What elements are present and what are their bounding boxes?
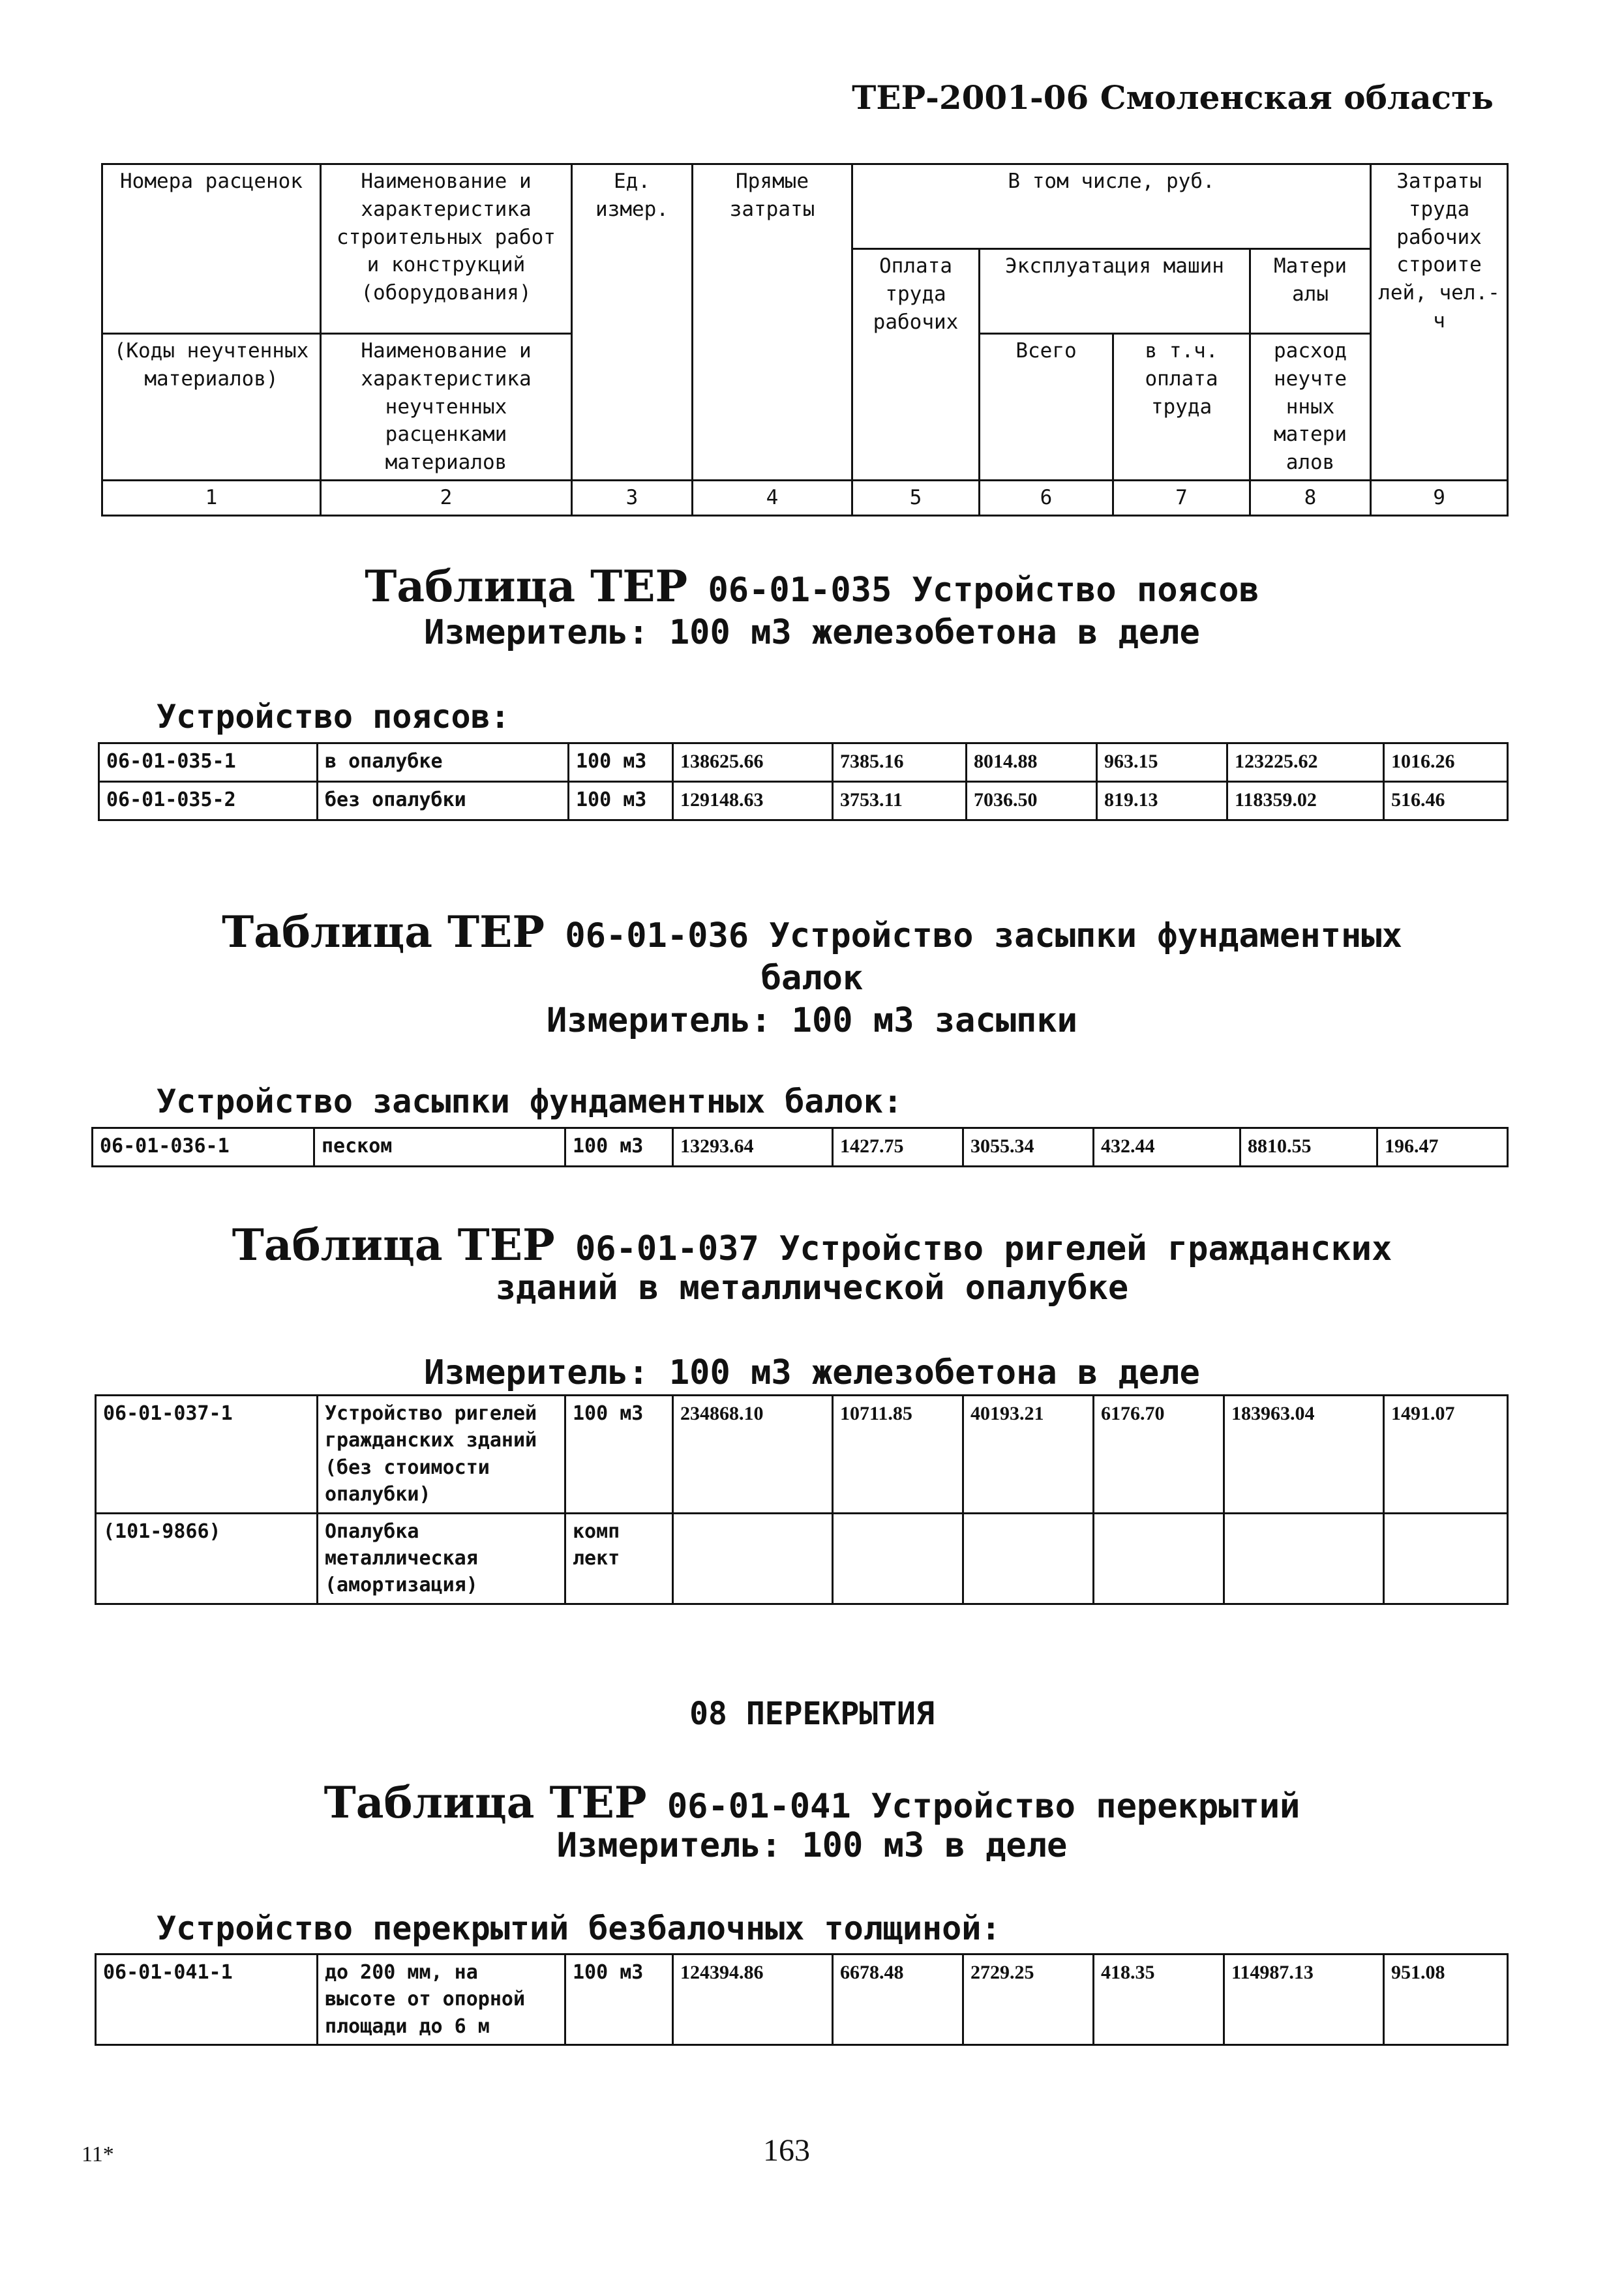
value-cell: 6176.70 — [1094, 1396, 1224, 1514]
table-041-title-prefix: Таблица ТЕР — [323, 1777, 647, 1828]
table-row — [96, 1396, 1508, 1514]
footer-mark: 11* — [82, 2142, 114, 2166]
col-number: 4 — [693, 480, 852, 515]
table-037-meter: Измеритель: 100 м3 железобетона в деле — [424, 1353, 1200, 1392]
work-name-cell: без опалубки — [318, 782, 569, 820]
value-cell: 13293.64 — [673, 1128, 833, 1167]
column-header-table — [101, 163, 1509, 517]
value-cell: 1016.26 — [1384, 743, 1508, 782]
value-cell: 3055.34 — [963, 1128, 1094, 1167]
value-cell: 8810.55 — [1241, 1128, 1377, 1167]
group-header: В том числе, руб. — [852, 164, 1371, 249]
col2-subheader: Наименование и характеристика неучтенных расценками материалов — [321, 334, 572, 481]
value-cell: 234868.10 — [673, 1396, 833, 1514]
table-035-meter: Измеритель: 100 м3 железобетона в деле — [424, 613, 1200, 652]
value-cell: 196.47 — [1377, 1128, 1508, 1167]
rate-code-cell: 06-01-035-2 — [99, 782, 318, 820]
value-cell: 2729.25 — [963, 1954, 1094, 2045]
page-number: 163 — [763, 2133, 810, 2168]
col-number: 2 — [321, 480, 572, 515]
value-cell: 951.08 — [1384, 1954, 1508, 2045]
table-037-title-rest: 06-01-037 Устройство ригелей гражданских — [575, 1229, 1392, 1268]
table-041-title — [0, 1777, 1624, 1828]
col-number: 5 — [852, 480, 980, 515]
table-036-title-line2: балок — [760, 959, 864, 998]
table-041-section: Устройство перекрытий безбалочных толщиной: — [157, 1909, 1001, 1947]
table-row — [96, 1513, 1508, 1604]
value-cell: 7036.50 — [967, 782, 1097, 820]
work-name-cell: Устройство ригелей гражданских зданий (без стоимости опалубки) — [318, 1396, 565, 1514]
rate-code-cell: 06-01-037-1 — [96, 1396, 318, 1514]
table-037-title — [0, 1220, 1624, 1270]
value-cell: 40193.21 — [963, 1396, 1094, 1514]
table-row — [99, 782, 1508, 820]
unit-cell: 100 м3 — [569, 743, 673, 782]
value-cell: 819.13 — [1097, 782, 1227, 820]
value-cell: 129148.63 — [673, 782, 833, 820]
table-037 — [95, 1394, 1509, 1605]
col9-header: Затраты труда рабочих строите лей, чел.-ч — [1371, 164, 1508, 481]
rate-code-cell: 06-01-041-1 — [96, 1954, 318, 2045]
col6-header: Всего — [980, 334, 1113, 481]
col-number: 9 — [1371, 480, 1508, 515]
value-cell — [673, 1513, 833, 1604]
value-cell: 963.15 — [1097, 743, 1227, 782]
table-row — [93, 1128, 1508, 1167]
table-041-meter: Измеритель: 100 м3 в деле — [556, 1826, 1068, 1865]
machines-header: Эксплуатация машин — [980, 249, 1250, 334]
work-name-cell: песком — [314, 1128, 565, 1167]
col7-header: в т.ч. оплата труда — [1113, 334, 1250, 481]
table-036-title-rest: 06-01-036 Устройство засыпки фундаментных — [565, 916, 1402, 955]
table-036-meter: Измеритель: 100 м3 засыпки — [547, 1001, 1077, 1040]
value-cell: 3753.11 — [833, 782, 967, 820]
col4-header: Прямые затраты — [693, 164, 852, 481]
table-035 — [98, 742, 1509, 821]
value-cell: 432.44 — [1094, 1128, 1241, 1167]
value-cell: 118359.02 — [1227, 782, 1384, 820]
value-cell — [1224, 1513, 1384, 1604]
table-036 — [91, 1127, 1509, 1167]
table-035-title-rest: 06-01-035 Устройство поясов — [708, 571, 1259, 610]
value-cell — [963, 1513, 1094, 1604]
value-cell — [1384, 1513, 1508, 1604]
col3-header: Ед. измер. — [572, 164, 693, 481]
table-035-title-prefix: Таблица ТЕР — [365, 561, 688, 612]
value-cell: 123225.62 — [1227, 743, 1384, 782]
value-cell: 6678.48 — [833, 1954, 963, 2045]
col8-subheader: расход неучте нных матери алов — [1250, 334, 1371, 481]
col-number: 3 — [572, 480, 693, 515]
unit-cell: 100 м3 — [565, 1954, 673, 2045]
value-cell: 418.35 — [1094, 1954, 1224, 2045]
table-037-title-line2: зданий в металлической опалубке — [495, 1268, 1129, 1308]
value-cell — [833, 1513, 963, 1604]
table-036-title — [0, 906, 1624, 957]
work-name-cell: до 200 мм, на высоте от опорной площади до 6 м — [318, 1954, 565, 2045]
value-cell: 114987.13 — [1224, 1954, 1384, 2045]
table-036-title-prefix: Таблица ТЕР — [222, 906, 545, 957]
value-cell — [1094, 1513, 1224, 1604]
page-header-title: ТЕР-2001-06 Смоленская область — [852, 78, 1494, 117]
table-035-title — [0, 561, 1624, 612]
col2-header: Наименование и характеристика строительных работ и конструкций (оборудования) — [321, 164, 572, 334]
col-number: 1 — [102, 480, 321, 515]
rate-code-cell: 06-01-035-1 — [99, 743, 318, 782]
col1-header: Номера расценок — [102, 164, 321, 334]
table-035-section: Устройство поясов: — [157, 698, 510, 736]
table-037-title-prefix: Таблица ТЕР — [232, 1220, 555, 1270]
unit-cell: 100 м3 — [565, 1128, 673, 1167]
col-number: 8 — [1250, 480, 1371, 515]
table-row — [99, 743, 1508, 782]
table-041-title-rest: 06-01-041 Устройство перекрытий — [667, 1787, 1301, 1826]
table-row — [96, 1954, 1508, 2045]
value-cell: 183963.04 — [1224, 1396, 1384, 1514]
value-cell: 7385.16 — [833, 743, 967, 782]
table-036-section: Устройство засыпки фундаментных балок: — [157, 1083, 903, 1120]
col-number: 7 — [1113, 480, 1250, 515]
value-cell: 1427.75 — [833, 1128, 963, 1167]
rate-code-cell: (101-9866) — [96, 1513, 318, 1604]
col-number: 6 — [980, 480, 1113, 515]
value-cell: 138625.66 — [673, 743, 833, 782]
unit-cell: 100 м3 — [569, 782, 673, 820]
unit-cell: комп лект — [565, 1513, 673, 1604]
value-cell: 516.46 — [1384, 782, 1508, 820]
value-cell: 10711.85 — [833, 1396, 963, 1514]
value-cell: 1491.07 — [1384, 1396, 1508, 1514]
value-cell: 8014.88 — [967, 743, 1097, 782]
unit-cell: 100 м3 — [565, 1396, 673, 1514]
rate-code-cell: 06-01-036-1 — [93, 1128, 314, 1167]
value-cell: 124394.86 — [673, 1954, 833, 2045]
work-name-cell: Опалубка металлическая (амортизация) — [318, 1513, 565, 1604]
col1-subheader: (Коды неучтенных материалов) — [102, 334, 321, 481]
work-name-cell: в опалубке — [318, 743, 569, 782]
section-08-heading: 08 ПЕРЕКРЫТИЯ — [689, 1696, 935, 1732]
col8-header: Матери алы — [1250, 249, 1371, 334]
col5-header: Оплата труда рабочих — [852, 249, 980, 481]
table-041 — [95, 1953, 1509, 2046]
